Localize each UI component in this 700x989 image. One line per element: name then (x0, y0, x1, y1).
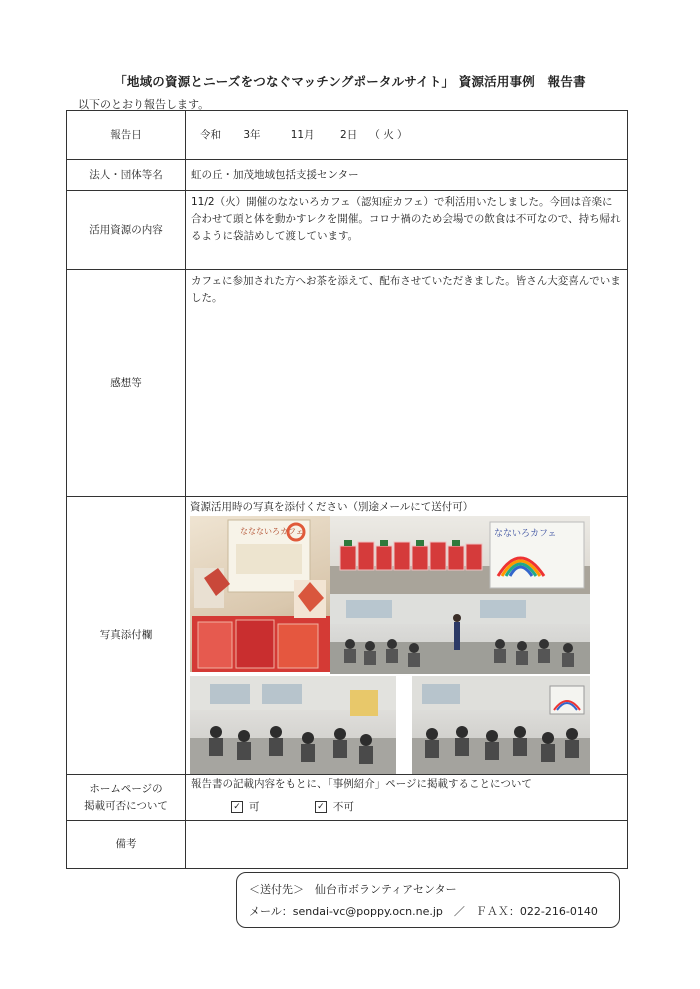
remarks-label: 備考 (67, 821, 186, 869)
row-resource-use (67, 191, 628, 270)
send-to-line2: メール：sendai-vc@poppy.ocn.ne.jp ／ ＦＡＸ：022-216-0140 (249, 905, 598, 918)
banner-text: なないろカフェ (494, 529, 557, 539)
send-to-box (236, 872, 620, 928)
row-photos (67, 497, 628, 775)
report-title: 「地域の資源とニーズをつなぐマッチングポータルサイト」 資源活用事例 報告書 (114, 74, 586, 89)
row-report-date (67, 111, 628, 160)
impressions-label: 感想等 (67, 270, 186, 497)
date-day: 2日 (340, 128, 358, 141)
option-no-checkbox[interactable]: ✓ (315, 801, 327, 813)
photo-hall-session (330, 594, 590, 674)
homepage-label-line1: ホームページの (89, 782, 163, 795)
option-yes[interactable] (231, 799, 260, 816)
homepage-label (67, 775, 186, 821)
organization-label: 法人・団体等名 (67, 160, 186, 191)
date-year: 3年 (243, 128, 261, 141)
photo-exercise-right (412, 676, 590, 774)
photo-exercise-right-illustration (412, 676, 590, 774)
resource-use-label: 活用資源の内容 (67, 191, 186, 270)
send-to-line1: ＜送付先＞ 仙台市ボランティアセンター (249, 883, 457, 896)
photo-exercise-left (190, 676, 396, 774)
photo-hall-illustration (330, 594, 590, 674)
intro-text: 以下のとおり報告します。 (78, 98, 210, 111)
photo-bags-illustration (330, 516, 590, 594)
homepage-value (186, 775, 628, 821)
date-weekday: （ 火 ） (369, 128, 408, 141)
organization-value: 虹の丘・加茂地域包括支援センター (186, 160, 628, 191)
option-no[interactable] (315, 799, 354, 816)
homepage-statement: 報告書の記載内容をもとに、「事例紹介」ページに掲載することについて (191, 778, 532, 790)
photo-exercise-left-illustration (190, 676, 396, 774)
homepage-label-line2: 掲載可否について (84, 799, 168, 812)
option-yes-checkbox[interactable]: ✓ (231, 801, 243, 813)
photo-goods (190, 516, 332, 672)
homepage-options (191, 799, 622, 816)
row-impressions (67, 270, 628, 497)
photos-label: 写真添付欄 (67, 497, 186, 775)
photos-cell (186, 497, 628, 775)
date-month: 11月 (290, 128, 315, 141)
row-homepage (67, 775, 628, 821)
report-date-label: 報告日 (67, 111, 186, 160)
report-date-value (186, 111, 628, 160)
remarks-value (186, 821, 628, 869)
photo-collage (190, 516, 590, 774)
row-organization (67, 160, 628, 191)
row-remarks (67, 821, 628, 869)
date-era: 令和 (200, 128, 221, 141)
poster-text: ななないろカフェ (240, 527, 304, 536)
photo-bags (330, 516, 590, 594)
option-no-label: 不可 (332, 801, 354, 813)
photos-caption: 資源活用時の写真を添付ください（別途メールにて送付可） (190, 501, 474, 513)
resource-use-value: 11/2（火）開催のなないろカフェ（認知症カフェ）で利活用いたしました。今回は音楽に合わせて頭と体を動かすレクを開催。コロナ禍のため会場での飲食は不可なので、持ち帰れるように袋詰めして渡しています。 (186, 191, 628, 270)
photo-goods-illustration (190, 516, 332, 672)
impressions-value: カフェに参加された方へお茶を添えて、配布させていただきました。皆さん大変喜んでいました。 (186, 270, 628, 497)
option-yes-label: 可 (249, 801, 260, 813)
report-table (66, 110, 628, 869)
